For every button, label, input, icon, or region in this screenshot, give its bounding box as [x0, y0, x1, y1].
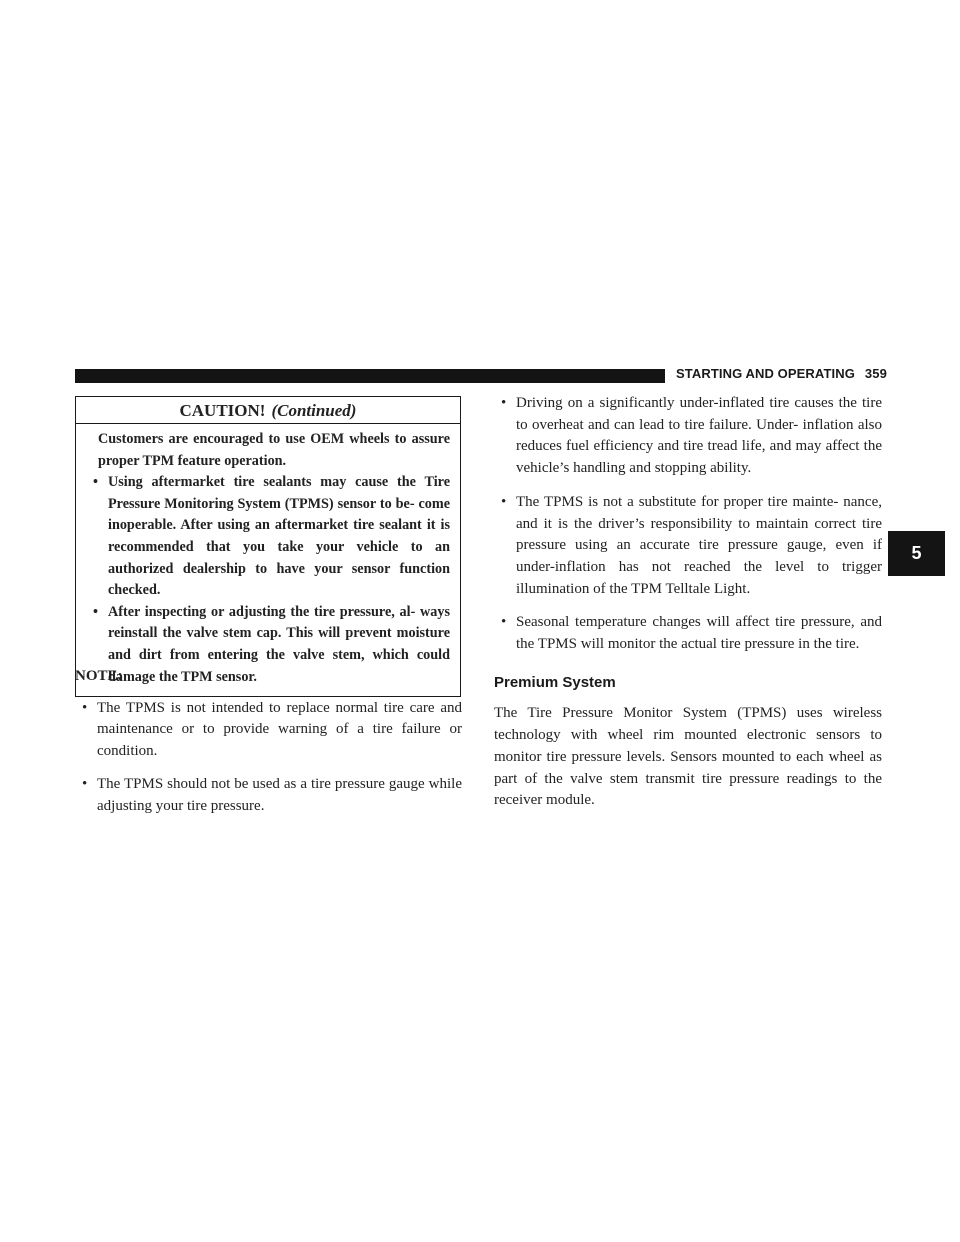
page-number: 359 [864, 366, 887, 381]
bullet-icon: • [93, 603, 98, 620]
bullet-icon: • [82, 776, 88, 793]
caution-body [76, 424, 460, 696]
caution-bullet: • After inspecting or adjusting the tire pressure, al- ways reinstall the valve stem cap. This will prevent moisture and dirt from entering the valve stem, which could damage the TPM sensor. [93, 603, 450, 685]
bullet-icon: • [93, 474, 98, 491]
header-rule [75, 369, 665, 383]
chapter-tab: 5 [888, 531, 945, 576]
note-label: NOTE: [75, 668, 123, 684]
caution-title [76, 397, 460, 424]
bullet-icon: • [82, 699, 88, 716]
running-header [676, 366, 887, 381]
list-item: • The TPMS is not a substitute for proper tire mainte- nance, and it is the driver’s responsibility to maintain correct tire pressure using an accurate tire pressure gauge, even if under-inflation has not reached the level to trigger illumination of the TPM Telltale Light. [501, 493, 882, 597]
note-bullet: • The TPMS should not be used as a tire pressure gauge while adjusting your tire pressure. [82, 776, 462, 814]
caution-intro: Customers are encouraged to use OEM wheels to assure proper TPM feature operation. [98, 431, 450, 469]
section-title: STARTING AND OPERATING [676, 366, 855, 381]
caution-box [75, 396, 461, 697]
bullet-icon: • [501, 493, 507, 510]
right-column [494, 393, 882, 812]
note-bullet: • The TPMS is not intended to replace normal tire care and maintenance or to provide warning of a tire failure or condition. [82, 699, 462, 759]
bullet-icon: • [501, 614, 507, 631]
caution-label: CAUTION! [179, 401, 266, 420]
list-item: • Driving on a significantly under-inflated tire causes the tire to overheat and can lead to tire failure. Under- inflation also reduces fuel efficiency and tire tread life, and may affect the vehicle’s handling and stopping ability. [501, 395, 882, 477]
body-paragraph: The Tire Pressure Monitor System (TPMS) uses wireless technology with wheel rim mounted electronic sensors to monitor tire pressure levels. Sensors mounted to each wheel as part of the valve stem transmit tire pressure readings to the receiver module. [494, 705, 882, 809]
section-heading: Premium System [494, 673, 616, 691]
bullet-icon: • [501, 395, 507, 411]
left-column [75, 666, 462, 830]
caution-bullet: • Using aftermarket tire sealants may cause the Tire Pressure Monitoring System (TPMS) sensor to be- come inoperable. After using an aftermarket tire sealant it is recommended that you take your vehicle to an authorized dealership to have your sensor function checked. [93, 474, 450, 599]
list-item: • Seasonal temperature changes will affect tire pressure, and the TPMS will monitor the actual tire pressure in the tire. [501, 614, 882, 653]
caution-continued: (Continued) [271, 401, 357, 420]
